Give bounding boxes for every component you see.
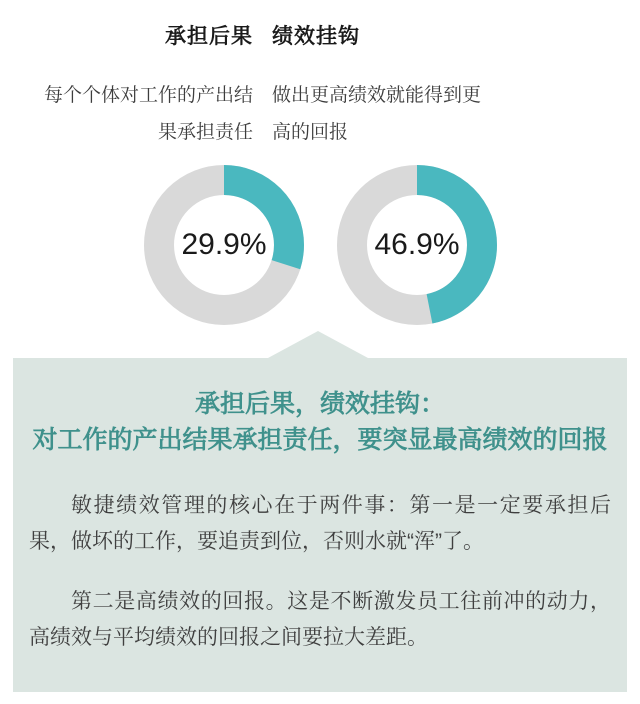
donut-center-label: 46.9% (374, 228, 460, 261)
donut-chart-left (144, 165, 304, 325)
panel-heading (29, 387, 611, 459)
donut-center-label: 29.9% (181, 228, 267, 261)
stat-description: 每个个体对工作的产出结果承担责任 (43, 85, 253, 143)
stat-title: 绩效挂钩 (272, 25, 360, 48)
summary-panel (13, 358, 627, 692)
panel-paragraph: 第二是高绩效的回报。这是不断激发员工往前冲的动力，高绩效与平均绩效的回报之间要拉大差距。 (29, 590, 611, 649)
stat-description: 做出更高绩效就能得到更高的回报 (272, 85, 482, 143)
panel-heading-line: 承担后果，绩效挂钩： (194, 391, 445, 418)
stat-column-right (272, 22, 487, 151)
donut-chart-right (337, 165, 497, 325)
panel-heading-line: 对工作的产出结果承担责任，要突显最高绩效的回报 (32, 427, 608, 454)
stat-column-left (38, 22, 253, 151)
panel-paragraph: 敏捷绩效管理的核心在于两件事：第一是一定要承担后果，做坏的工作，要追责到位，否则水就“浑”了。 (29, 494, 611, 553)
stat-title: 承担后果 (165, 25, 253, 48)
panel-pointer-triangle (268, 331, 368, 358)
